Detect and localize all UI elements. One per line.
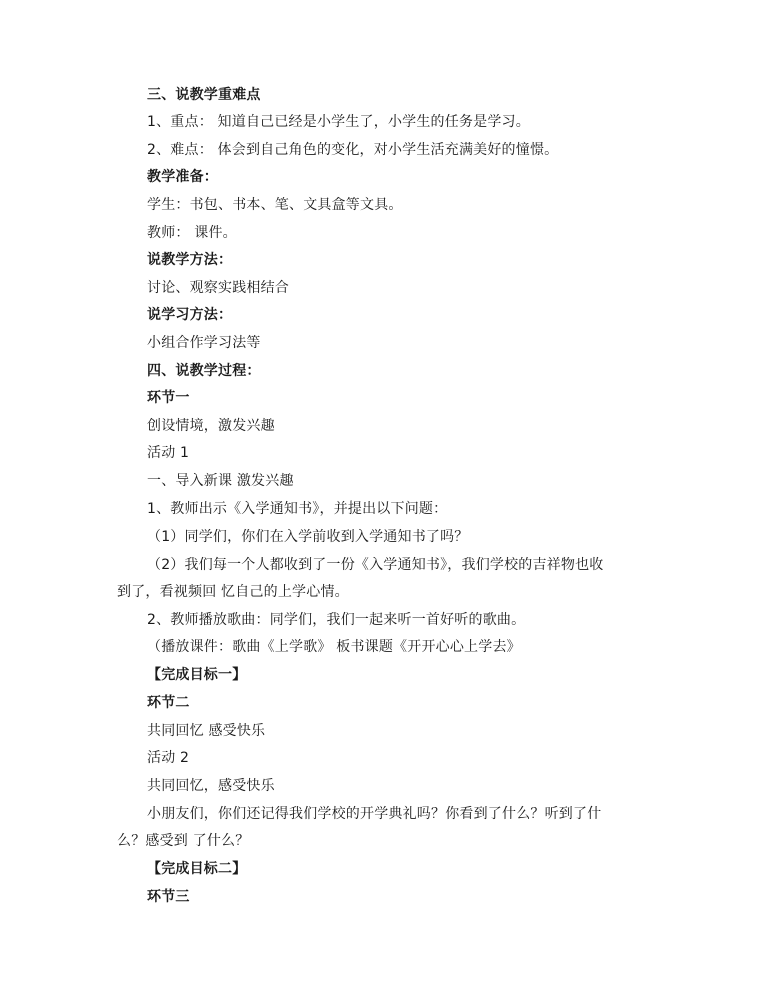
learning-method-text: 小组合作学习法等 [147,335,261,351]
question-2-text-line-1: （2）我们每一个人都收到了一份《入学通知书》，我们学校的吉祥物也收 [147,557,604,573]
activity-1-label: 活动 1 [147,445,190,461]
section-1-label: 环节一 [147,390,190,406]
activity-1-title: 一、导入新课 激发兴趣 [147,473,294,489]
teaching-method-heading: 说教学方法： [147,252,233,268]
goal-1-marker: 【完成目标一】 [147,667,247,683]
question-1-text: （1）同学们，你们在入学前收到入学通知书了吗？ [147,529,469,545]
section-1-title: 创设情境，激发兴趣 [147,418,275,434]
activity-2-label: 活动 2 [147,750,190,766]
step-2-text: 2、教师播放歌曲：同学们，我们一起来听一首好听的歌曲。 [147,612,526,628]
step-2-note: （播放课件：歌曲《上学歌》 板书课题《开开心心上学去》 [147,639,521,655]
prep-teacher-text: 教师： 课件。 [147,225,237,241]
heading-teaching-focus: 三、说教学重难点 [147,87,261,103]
step-1-text: 1、教师出示《入学通知书》，并提出以下问题： [147,501,448,517]
teaching-method-text: 讨论、观察实践相结合 [147,280,289,296]
activity-2-title: 共同回忆，感受快乐 [147,778,275,794]
section-2-title: 共同回忆 感受快乐 [147,723,266,739]
learning-method-heading: 说学习方法： [147,307,233,323]
heading-teaching-process: 四、说教学过程： [147,363,261,379]
teaching-prep-heading: 教学准备： [147,169,218,185]
key-point-text: 1、重点： 知道自己已经是小学生了，小学生的任务是学习。 [147,114,530,130]
goal-2-marker: 【完成目标二】 [147,861,247,877]
difficult-point-text: 2、难点： 体会到自己角色的变化，对小学生活充满美好的憧憬。 [147,142,559,158]
activity-2-text-line-2: 么？感受到 了什么？ [117,833,250,849]
question-2-text-line-2: 到了，看视频回 忆自己的上学心情。 [117,584,349,600]
section-3-label: 环节三 [147,889,190,905]
section-2-label: 环节二 [147,695,190,711]
activity-2-text-line-1: 小朋友们，你们还记得我们学校的开学典礼吗？你看到了什么？听到了什 [147,806,602,822]
prep-students-text: 学生：书包、书本、笔、文具盒等文具。 [147,197,403,213]
